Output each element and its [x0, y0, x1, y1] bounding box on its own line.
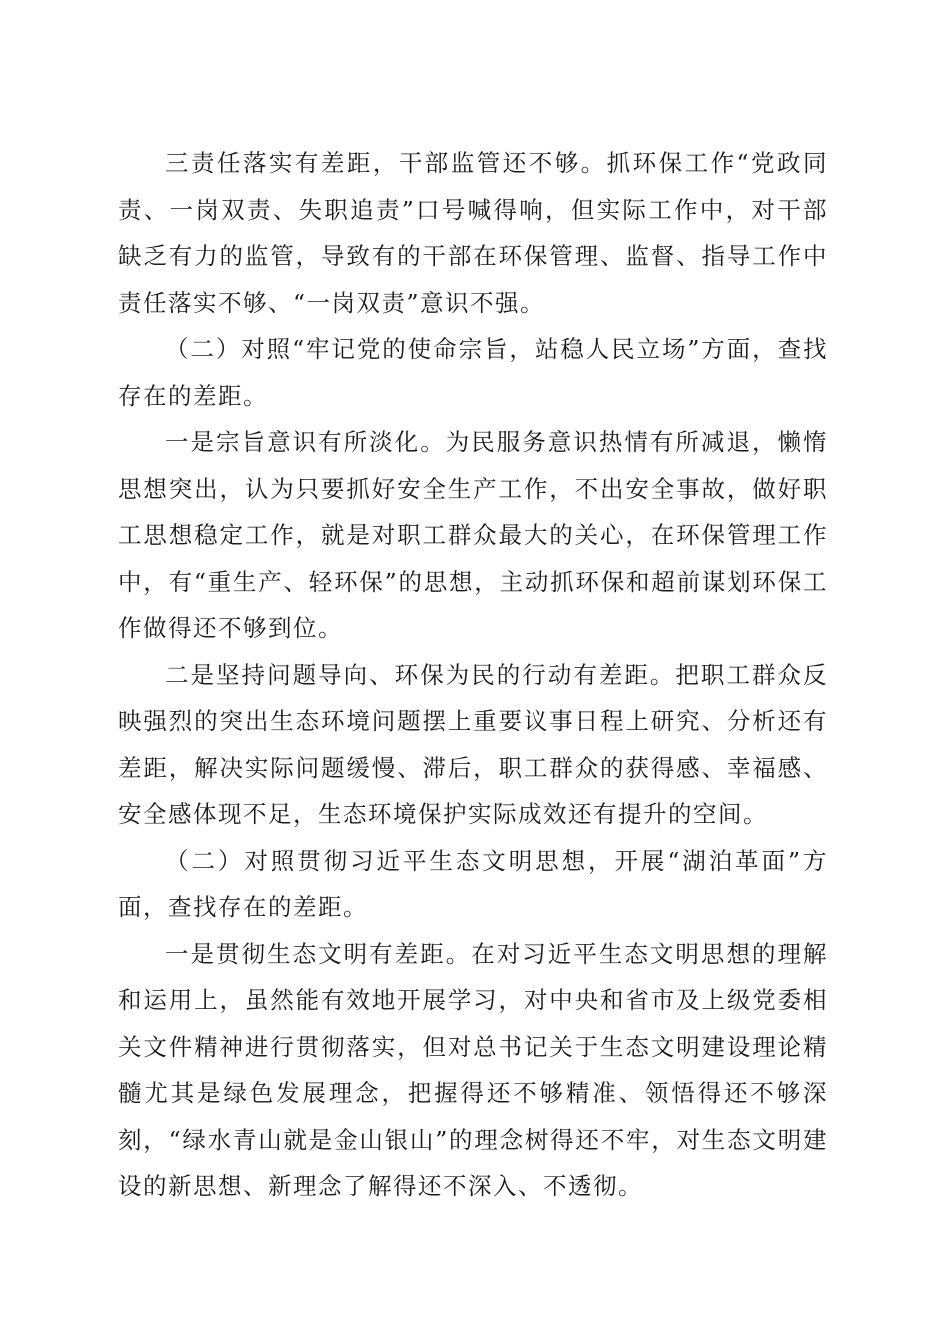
section-heading-ecology: （二）对照贯彻习近平生态文明思想，开展“湖泊革面”方面，查找存在的差距。 — [118, 846, 828, 921]
document-page — [118, 140, 828, 1210]
section-heading-mission: （二）对照“牢记党的使命宗旨，站稳人民立场”方面，查找存在的差距。 — [118, 335, 828, 410]
paragraph-purpose-awareness: 一是宗旨意识有所淡化。为民服务意识热情有所减退，懒惰思想突出，认为只要抓好安全生产工作，不出安全事故，做好职工思想稳定工作，就是对职工群众最大的关心，在环保管理工作中，有“重生产、轻环保”的思想，主动抓环保和超前谋划环保工作做得还不够到位。 — [118, 428, 828, 642]
paragraph-cadre-supervision: 三责任落实有差距，干部监管还不够。抓环保工作“党政同责、一岗双责、失职追责”口号喊得响，但实际工作中，对干部缺乏有力的监管，导致有的干部在环保管理、监督、指导工作中责任落实不够、“一岗双责”意识不强。 — [118, 149, 828, 317]
paragraph-ecological-civilization: 一是贯彻生态文明有差距。在对习近平生态文明思想的理解和运用上，虽然能有效地开展学习，对中央和省市及上级党委相关文件精神进行贯彻落实，但对总书记关于生态文明建设理论精髓尤其是绿色发展理念，把握得还不够精准、领悟得还不够深刻，“绿水青山就是金山银山”的理念树得还不牢，对生态文明建设的新思想、新理念了解得还不深入、不透彻。 — [118, 939, 828, 1200]
paragraph-problem-orientation: 二是坚持问题导向、环保为民的行动有差距。把职工群众反映强烈的突出生态环境问题摆上重要议事日程上研究、分析还有差距，解决实际问题缓慢、滞后，职工群众的获得感、幸福感、安全感体现不足，生态环境保护实际成效还有提升的空间。 — [118, 660, 828, 828]
